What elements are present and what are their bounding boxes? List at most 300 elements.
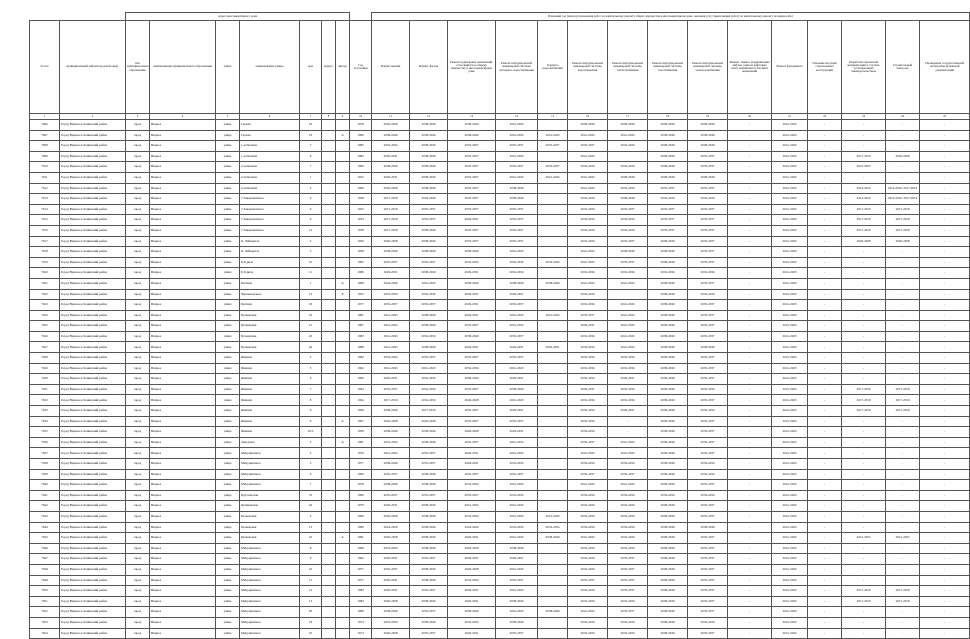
table-cell: 2032-2034 (608, 543, 648, 554)
table-cell: 1952 (350, 289, 372, 300)
table-cell: 2035-2037 (688, 575, 728, 586)
table-cell: - (842, 416, 886, 427)
table-cell: 2032-2034 (568, 215, 608, 226)
table-cell: - (808, 564, 842, 575)
table-cell: - (808, 416, 842, 427)
table-cell (538, 448, 568, 459)
table-cell: 2026-2028 (372, 183, 410, 194)
table-cell: 7607 (30, 130, 60, 141)
table-cell: 12 (300, 225, 322, 236)
table-cell: - (886, 257, 920, 268)
table-cell (538, 501, 568, 512)
table-cell: Бульварная (240, 321, 300, 332)
table-cell: 2032-2034 (568, 554, 608, 565)
table-cell (322, 575, 336, 586)
table-cell: 1952 (350, 204, 372, 215)
table-cell: Видное (150, 437, 216, 448)
column-number: 15 (538, 114, 568, 120)
table-cell (336, 607, 350, 618)
column-header: наименование муниципального образования (150, 21, 216, 114)
table-cell: - (886, 501, 920, 512)
table-cell: 7615 (30, 215, 60, 226)
table-cell: - (728, 554, 772, 565)
table-cell: - (808, 151, 842, 162)
table-cell: улица (216, 459, 240, 470)
table-cell: 26 (300, 331, 322, 342)
table-cell: - (728, 141, 772, 152)
table-cell: 2032-2034 (568, 353, 608, 364)
table-cell: 2032-2034 (372, 543, 410, 554)
table-cell: 1987 (350, 321, 372, 332)
table-cell: 2014-2016, 2017-2019 (886, 194, 920, 205)
table-cell: 2038-2040 (372, 130, 410, 141)
table-cell: 2038-2040 (648, 607, 688, 618)
table-cell: 2041-2043 (568, 448, 608, 459)
table-cell: 2017-2019 (886, 204, 920, 215)
table-cell: - (842, 120, 886, 131)
table-cell: - (728, 353, 772, 364)
table-cell: - (808, 501, 842, 512)
table-cell: 2029-2031 (372, 575, 410, 586)
table-cell: 1977 (350, 564, 372, 575)
table-cell: улица (216, 151, 240, 162)
table-cell (336, 543, 350, 554)
table-cell: 2041-2043 (608, 310, 648, 321)
table-cell: Мичуринского (240, 459, 300, 470)
table-cell: 13 (300, 522, 322, 533)
table-cell (538, 247, 568, 258)
table-cell: 8 (300, 543, 322, 554)
table-cell: 2041-2043 (772, 628, 808, 639)
table-cell: 2035-2037 (448, 490, 496, 501)
table-cell: 7633 (30, 406, 60, 417)
table-cell: город (126, 130, 150, 141)
table-cell: 7632 (30, 395, 60, 406)
table-cell: 2017-2019 (886, 596, 920, 607)
table-cell: - (728, 172, 772, 183)
table-cell: 23 (300, 617, 322, 628)
table-cell: 2032-2034 (688, 289, 728, 300)
table-cell: - (920, 162, 970, 173)
table-cell: 7 (300, 384, 322, 395)
table-cell: Жилина (240, 374, 300, 385)
table-cell: 2041-2043 (772, 533, 808, 544)
table-cell: - (808, 448, 842, 459)
table-cell: улица (216, 607, 240, 618)
table-cell: 2035-2037 (608, 554, 648, 565)
table-cell: - (920, 384, 970, 395)
table-cell: - (842, 141, 886, 152)
table-cell: 1958 (350, 225, 372, 236)
table-cell: 1977 (350, 575, 372, 586)
table-cell: Видное (150, 215, 216, 226)
table-cell: 2041-2043 (772, 480, 808, 491)
table-cell: 2032-2034 (608, 501, 648, 512)
table-cell: 1977 (350, 459, 372, 470)
table-cell: 2032-2034 (538, 257, 568, 268)
table-cell: - (886, 162, 920, 173)
table-cell: 2035-2037 (608, 469, 648, 480)
table-cell (336, 448, 350, 459)
table-cell: - (728, 586, 772, 597)
table-cell: улица (216, 141, 240, 152)
table-cell: - (808, 225, 842, 236)
table-cell: улица (216, 300, 240, 311)
table-cell: - (886, 300, 920, 311)
table-cell: 2038-2040 (410, 236, 448, 247)
table-cell: улица (216, 120, 240, 131)
table-cell: 2014-2016 (842, 183, 886, 194)
table-cell: - (808, 204, 842, 215)
table-cell: 2024-2026 (372, 522, 410, 533)
table-cell: Город Видное и Ленинский район (60, 522, 126, 533)
table-cell: 2035-2037 (410, 215, 448, 226)
table-cell: Город Видное и Ленинский район (60, 225, 126, 236)
table-cell: 2035-2037 (410, 257, 448, 268)
table-cell: 2035-2037 (688, 501, 728, 512)
table-cell (538, 331, 568, 342)
table-cell: 7 (300, 141, 322, 152)
table-cell: улица (216, 480, 240, 491)
column-number: 20 (728, 114, 772, 120)
table-cell: 2041-2043 (608, 342, 648, 353)
table-cell: 22 (300, 533, 322, 544)
table-cell: 2041-2043 (772, 564, 808, 575)
column-header: Разработка проектной документации в случаях, установленных законодательством (842, 21, 886, 114)
table-cell: 2032-2034 (496, 522, 538, 533)
table-cell: - (808, 162, 842, 173)
table-cell: 22 (300, 310, 322, 321)
table-cell (336, 586, 350, 597)
table-cell (538, 321, 568, 332)
table-cell: 1-ая Козина (240, 141, 300, 152)
table-cell: 2035-2037 (688, 151, 728, 162)
table-cell (336, 596, 350, 607)
table-cell: 2038-2040 (410, 596, 448, 607)
table-cell: - (842, 554, 886, 565)
table-cell: 2038-2040 (496, 278, 538, 289)
table-cell: Жилина (240, 427, 300, 438)
table-cell (538, 215, 568, 226)
table-cell (538, 480, 568, 491)
column-header: Ремонт внутридомовой инженерной системы водоотведения (568, 21, 608, 114)
table-cell: 2038-2040 (410, 172, 448, 183)
table-cell: 2041-2043 (496, 172, 538, 183)
table-cell: - (920, 300, 970, 311)
table-cell: - (728, 617, 772, 628)
table-cell: 2026-2028 (448, 543, 496, 554)
table-cell: - (728, 374, 772, 385)
table-cell: 2035-2037 (448, 236, 496, 247)
table-cell: 2021-2023 (886, 533, 920, 544)
table-cell: Жилина (240, 395, 300, 406)
table-cell (336, 459, 350, 470)
table-row (30, 406, 970, 417)
table-cell (322, 236, 336, 247)
table-cell: город (126, 533, 150, 544)
table-cell: 2032-2034 (608, 511, 648, 522)
table-cell: 2035-2037 (688, 437, 728, 448)
table-cell: 2032-2034 (608, 268, 648, 279)
table-cell: 1995 (350, 257, 372, 268)
table-cell: 2029-2031 (496, 427, 538, 438)
table-cell: 2029-2031 (372, 151, 410, 162)
table-cell: 2026-2028 (886, 236, 920, 247)
table-cell: 13 (300, 596, 322, 607)
table-cell: - (808, 628, 842, 639)
table-cell: 2032-2034 (608, 617, 648, 628)
table-cell: 9 (300, 416, 322, 427)
table-cell: 2035-2037 (688, 215, 728, 226)
table-cell: 2035-2037 (496, 162, 538, 173)
table-cell: 1977 (350, 300, 372, 311)
table-cell: - (728, 321, 772, 332)
table-cell: 2035-2037 (410, 204, 448, 215)
table-cell: 2029-2031 (372, 586, 410, 597)
table-cell: - (728, 183, 772, 194)
table-cell: - (842, 501, 886, 512)
table-cell: улица (216, 194, 240, 205)
table-cell: 2017-2019 (842, 586, 886, 597)
table-cell: Видное (150, 459, 216, 470)
table-cell: 2032-2034 (688, 617, 728, 628)
table-cell: улица (216, 215, 240, 226)
table-cell: 2026-2028 (372, 236, 410, 247)
table-cell: - (886, 363, 920, 374)
table-cell: 2029-2031 (568, 321, 608, 332)
table-cell: 2035-2037 (448, 384, 496, 395)
table-cell: 2024-2026 (448, 522, 496, 533)
table-cell (322, 490, 336, 501)
table-cell: 2041-2043 (496, 363, 538, 374)
table-cell: 2029-2031 (496, 342, 538, 353)
table-row (30, 607, 970, 618)
column-number: 22 (808, 114, 842, 120)
table-cell: город (126, 607, 150, 618)
table-cell: 3 (300, 511, 322, 522)
table-cell (322, 120, 336, 131)
table-cell: - (728, 628, 772, 639)
table-cell: 2026-2028 (448, 395, 496, 406)
table-cell: 1990 (350, 490, 372, 501)
table-cell: 2038-2040 (448, 278, 496, 289)
table-cell: 2038-2040 (410, 321, 448, 332)
table-cell: 2035-2037 (688, 586, 728, 597)
table-cell: улица (216, 204, 240, 215)
table-cell: 1964 (350, 395, 372, 406)
table-cell: 2032-2034 (568, 374, 608, 385)
table-cell: 2038-2040 (648, 353, 688, 364)
table-cell: - (920, 480, 970, 491)
table-cell: 2035-2037 (688, 162, 728, 173)
table-cell: улица (216, 617, 240, 628)
table-cell: город (126, 300, 150, 311)
table-cell: 7622 (30, 289, 60, 300)
table-cell (322, 586, 336, 597)
table-cell: - (920, 141, 970, 152)
table-cell: 2041-2043 (772, 437, 808, 448)
table-cell: 2026-2028 (372, 416, 410, 427)
table-cell: Мичуринского (240, 480, 300, 491)
column-header: Год постройки (350, 21, 372, 114)
table-cell: 2032-2034 (568, 236, 608, 247)
table-cell: 2017-2019 (886, 406, 920, 417)
table-cell: 2038-2040 (608, 172, 648, 183)
table-cell: 2017-2019 (842, 384, 886, 395)
table-cell: 2017-2019 (886, 586, 920, 597)
table-cell (538, 374, 568, 385)
column-number: 12 (410, 114, 448, 120)
table-cell (538, 416, 568, 427)
table-cell: Видное (150, 533, 216, 544)
table-cell: Город Видное и Ленинский район (60, 183, 126, 194)
table-cell: 7640 (30, 480, 60, 491)
table-cell: 2041-2043 (772, 268, 808, 279)
table-cell: Город Видное и Ленинский район (60, 194, 126, 205)
table-cell: Город Видное и Ленинский район (60, 257, 126, 268)
table-cell: 2041-2043 (568, 480, 608, 491)
table-row (30, 194, 970, 205)
table-cell: Видное (150, 353, 216, 364)
table-cell: 2029-2031 (496, 554, 538, 565)
table-cell: 2026-2028 (372, 533, 410, 544)
column-number: 10 (350, 114, 372, 120)
table-cell: - (886, 437, 920, 448)
table-cell: 2041-2043 (608, 331, 648, 342)
table-cell: город (126, 225, 150, 236)
table-cell: - (886, 120, 920, 131)
table-cell (608, 289, 648, 300)
table-cell (322, 300, 336, 311)
table-cell: 2035-2037 (688, 374, 728, 385)
table-cell: - (728, 607, 772, 618)
table-cell: 1976 (350, 448, 372, 459)
table-cell: - (920, 268, 970, 279)
table-cell: 7619 (30, 257, 60, 268)
table-cell: 2035-2037 (538, 162, 568, 173)
table-cell: 7611 (30, 172, 60, 183)
table-cell: 2041-2043 (772, 586, 808, 597)
table-cell (322, 194, 336, 205)
table-cell: 2038-2040 (410, 162, 448, 173)
table-cell: 2041-2043 (772, 395, 808, 406)
table-cell: - (728, 120, 772, 131)
table-cell: город (126, 321, 150, 332)
table-cell: 2035-2037 (688, 533, 728, 544)
table-cell: 2032-2034 (608, 141, 648, 152)
table-cell (538, 575, 568, 586)
table-cell: улица (216, 586, 240, 597)
table-cell: 2032-2034 (608, 522, 648, 533)
table-cell: - (728, 225, 772, 236)
table-cell: - (842, 257, 886, 268)
table-cell: 2-ая Козина (240, 172, 300, 183)
table-cell: 6 (300, 194, 322, 205)
table-cell: 2041-2043 (568, 151, 608, 162)
table-cell: 2035-2037 (496, 331, 538, 342)
table-cell (538, 459, 568, 470)
table-cell: 23 (300, 130, 322, 141)
table-cell: Видное (150, 374, 216, 385)
table-cell: 2029-2031 (496, 406, 538, 417)
table-cell: 2035-2037 (448, 151, 496, 162)
table-cell: 2032-2034 (608, 395, 648, 406)
table-cell: улица (216, 342, 240, 353)
table-cell: 2041-2043 (772, 501, 808, 512)
table-cell (322, 310, 336, 321)
table-cell: 2032-2034 (608, 225, 648, 236)
table-cell: Видное (150, 628, 216, 639)
table-cell: 7644 (30, 522, 60, 533)
table-cell: 2035-2037 (496, 575, 538, 586)
table-cell: 2041-2043 (608, 437, 648, 448)
table-cell (322, 617, 336, 628)
table-cell: 2041-2043 (772, 374, 808, 385)
table-cell: 2041-2043 (372, 448, 410, 459)
table-cell: - (920, 406, 970, 417)
table-cell: 2021-2023 (842, 162, 886, 173)
table-cell: Видное (150, 247, 216, 258)
table-cell: Город Видное и Ленинский район (60, 628, 126, 639)
table-cell: 2032-2034 (568, 342, 608, 353)
table-cell: 2035-2037 (688, 257, 728, 268)
table-cell: улица (216, 278, 240, 289)
table-cell (538, 363, 568, 374)
table-cell: 2035-2037 (448, 353, 496, 364)
table-cell: Видное (150, 278, 216, 289)
table-cell: 7654 (30, 628, 60, 639)
table-cell: улица (216, 554, 240, 565)
table-cell: - (808, 278, 842, 289)
table-cell: Видное (150, 289, 216, 300)
table-cell: - (808, 575, 842, 586)
table-cell: 10/3 (300, 427, 322, 438)
table-cell: 1981 (350, 437, 372, 448)
table-cell: - (728, 342, 772, 353)
table-cell: 2035-2037 (608, 236, 648, 247)
table-cell: 2035-2037 (608, 575, 648, 586)
table-cell: 2017-2019 (886, 384, 920, 395)
table-cell: 2035-2037 (688, 511, 728, 522)
table-cell: - (728, 289, 772, 300)
table-cell: 2035-2037 (688, 427, 728, 438)
table-row (30, 130, 970, 141)
table-cell: 2017-2019 (372, 225, 410, 236)
table-cell: 2038-2040 (410, 151, 448, 162)
table-cell: - (886, 522, 920, 533)
table-cell: Бахтина (240, 300, 300, 311)
table-cell: 2038-2040 (648, 459, 688, 470)
table-cell: Город Видное и Ленинский район (60, 130, 126, 141)
table-cell: 7613 (30, 194, 60, 205)
table-cell: 2035-2037 (688, 363, 728, 374)
table-cell: 2035-2037 (688, 321, 728, 332)
table-cell: - (808, 607, 842, 618)
table-cell: 2032-2034 (568, 363, 608, 374)
table-cell: 2038-2040 (448, 331, 496, 342)
table-cell: - (920, 257, 970, 268)
table-cell: 2041-2043 (496, 151, 538, 162)
table-cell: 2041-2043 (496, 501, 538, 512)
table-cell: 2041-2043 (772, 607, 808, 618)
table-row (30, 395, 970, 406)
table-cell: - (886, 511, 920, 522)
table-cell: 2029-2031 (448, 289, 496, 300)
table-cell: 2035-2037 (410, 353, 448, 364)
table-cell: - (920, 151, 970, 162)
table-cell: 1969 (350, 543, 372, 554)
table-cell: 2035-2037 (372, 300, 410, 311)
